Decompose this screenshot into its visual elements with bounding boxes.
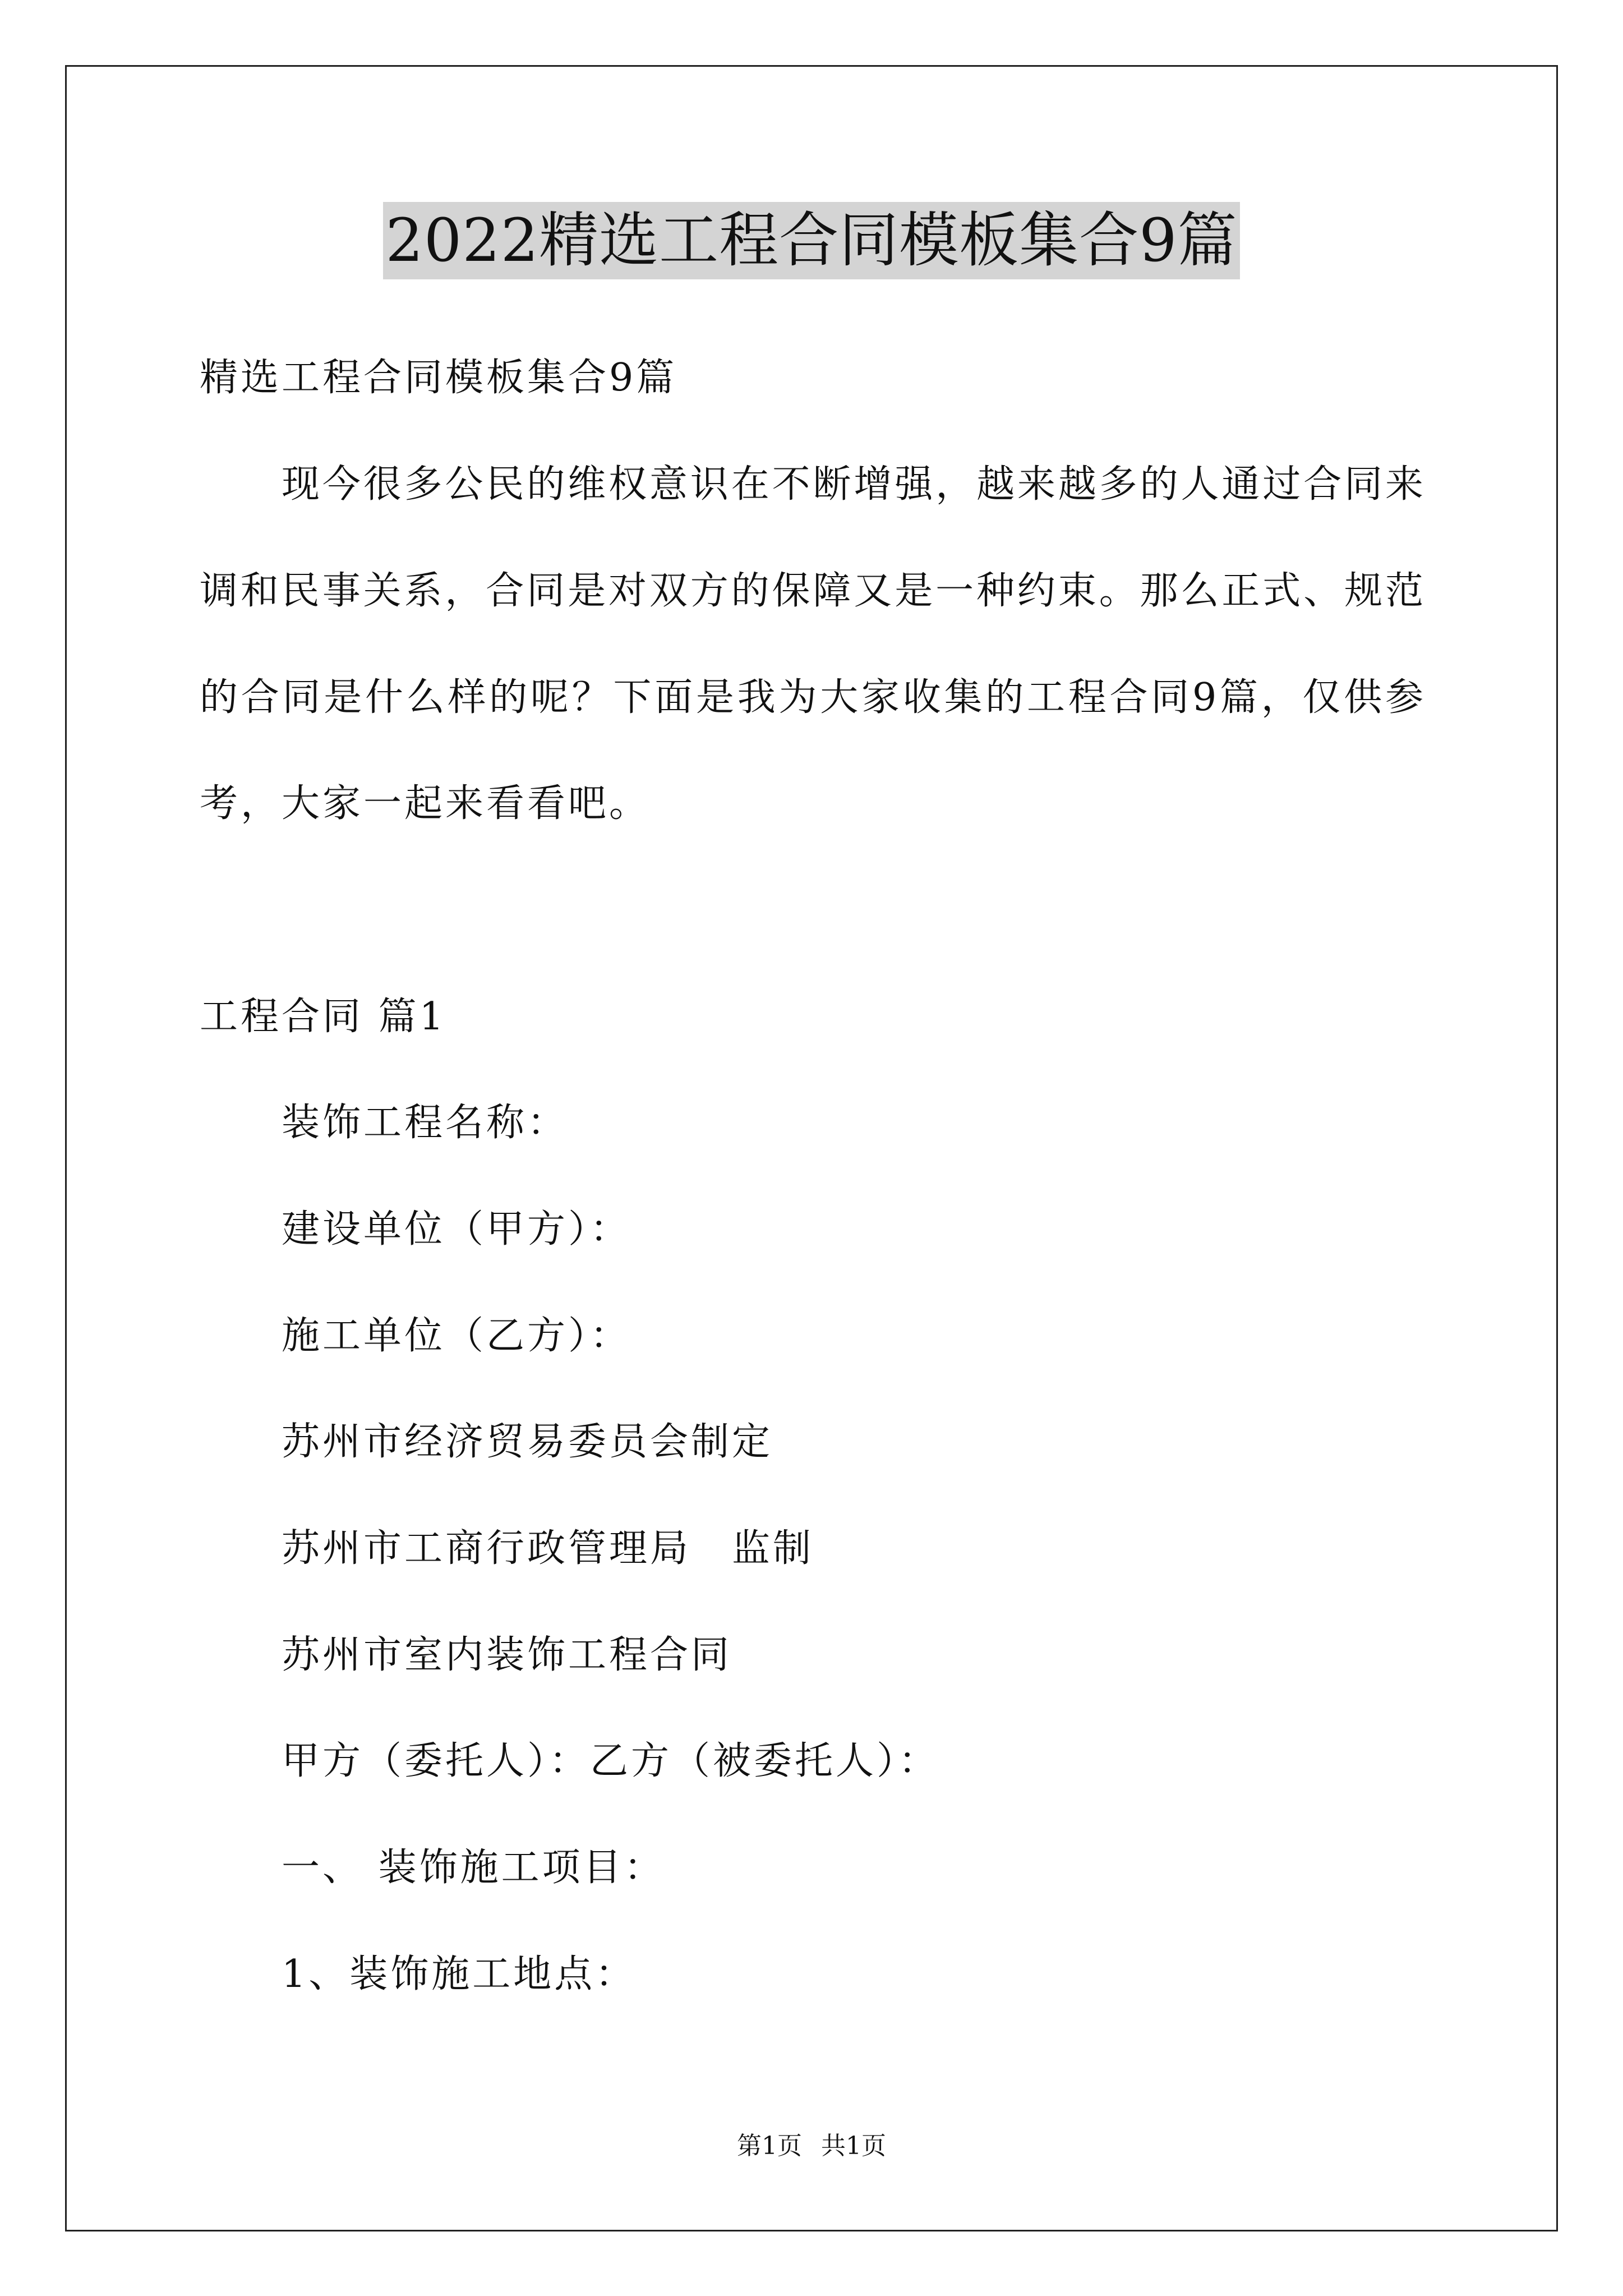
page-number-total: 共1页: [821, 2132, 886, 2160]
intro-line-3: 的合同是什么样的呢？下面是我为大家收集的工程合同9篇，仅供参: [200, 675, 1423, 720]
document-title: 2022精选工程合同模板集合9篇: [383, 202, 1239, 279]
item-party-a: 建设单位（甲方）：: [282, 1207, 631, 1251]
intro-line-4: 考，大家一起来看看吧。: [200, 781, 651, 826]
page-number-current: 第1页: [737, 2132, 802, 2160]
document-subtitle: 精选工程合同模板集合9篇: [200, 356, 677, 400]
item-parties: 甲方（委托人）：乙方（被委托人）：: [282, 1739, 940, 1783]
intro-line-1: 现今很多公民的维权意识在不断增强，越来越多的人通过合同来: [282, 462, 1423, 507]
item-contract-name: 苏州市室内装饰工程合同: [282, 1633, 732, 1677]
title-container: [0, 202, 1623, 279]
intro-line-2: 调和民事关系，合同是对双方的保障又是一种约束。那么正式、规范: [200, 569, 1423, 613]
item-supervisor: 苏州市工商行政管理局 监制: [282, 1526, 814, 1571]
item-clause-1: 一、 装饰施工项目：: [282, 1846, 665, 1890]
page-footer: [0, 2131, 1623, 2162]
item-issuer: 苏州市经济贸易委员会制定: [282, 1420, 773, 1464]
item-project-name: 装饰工程名称：: [282, 1101, 569, 1145]
item-clause-1-1: 1、装饰施工地点：: [282, 1952, 637, 1996]
section-heading: 工程合同 篇1: [200, 995, 446, 1039]
item-party-b: 施工单位（乙方）：: [282, 1314, 631, 1358]
